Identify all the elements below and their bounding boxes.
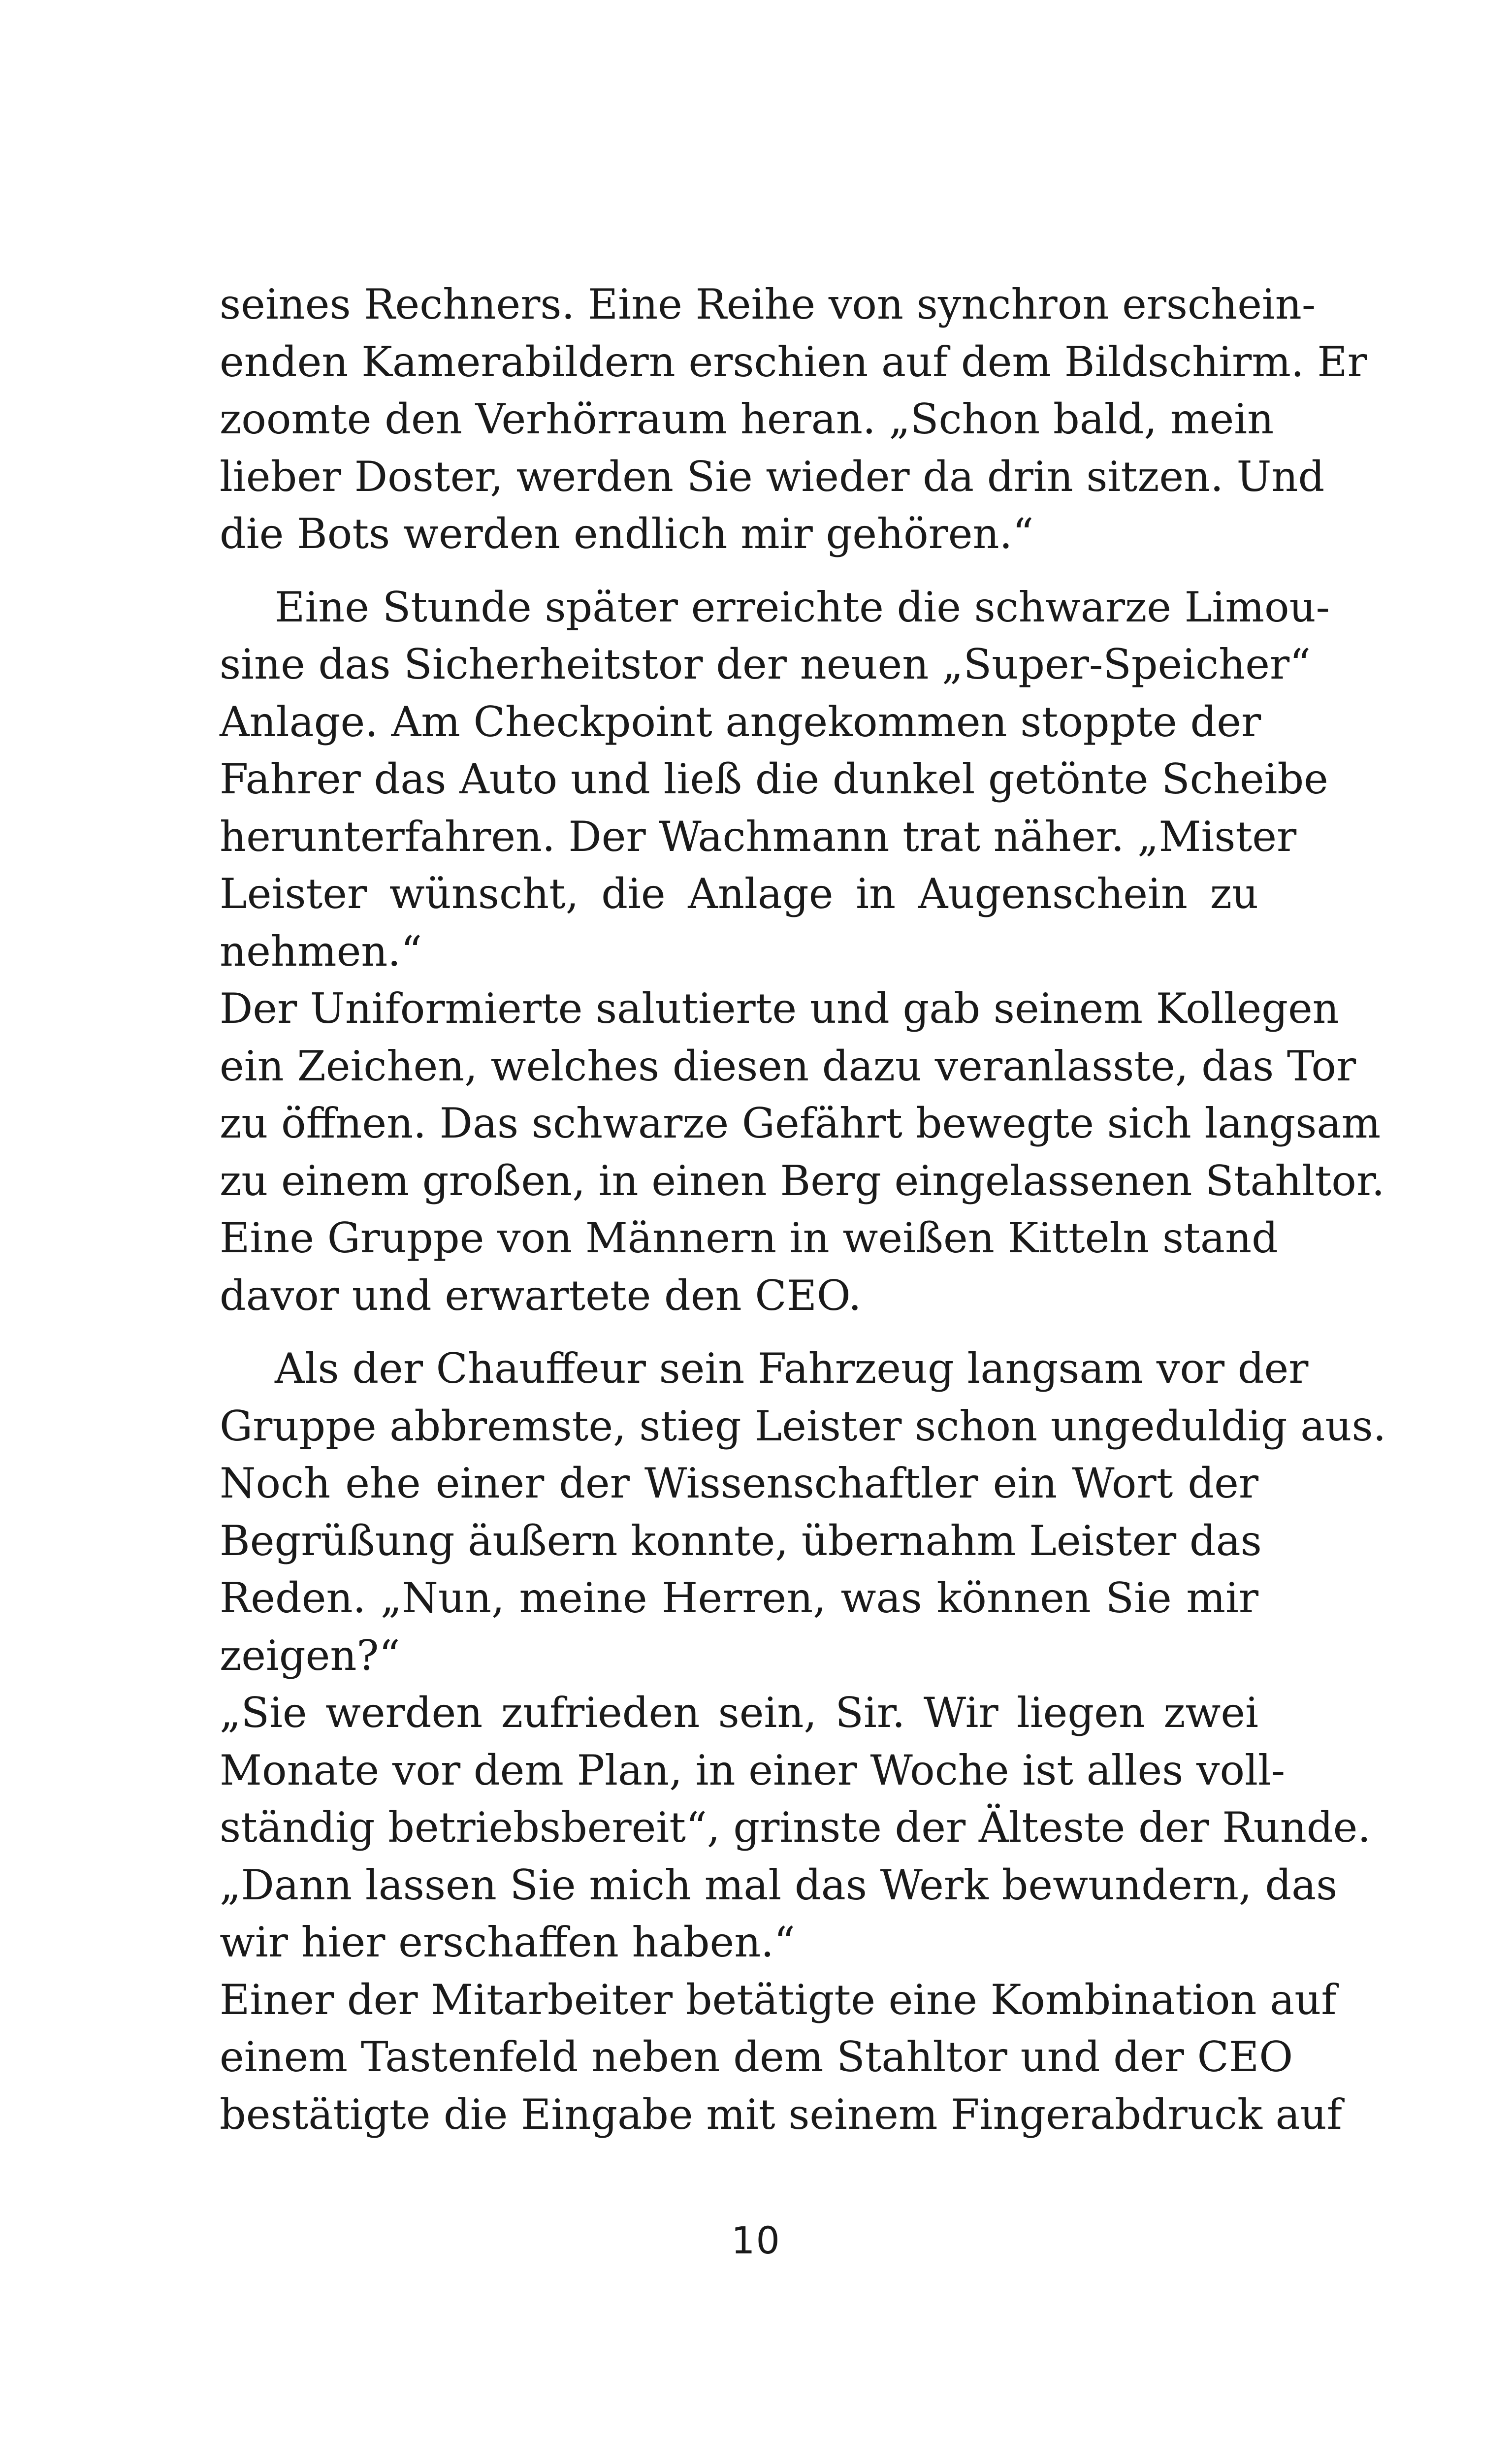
text-line: zeigen?“	[220, 1631, 400, 1680]
text-line: zoomte den Verhörraum heran. „Schon bald, mein	[220, 395, 1274, 443]
text-line: enden Kamerabildern erschien auf dem Bildschirm. Er	[220, 337, 1367, 386]
text-line: Eine Gruppe von Männern in weißen Kitteln stand	[220, 1214, 1278, 1262]
paragraph	[220, 1340, 1386, 2143]
text-line: ein Zeichen, welches diesen dazu veranlasste, das Tor	[220, 1042, 1356, 1090]
text-line: Einer der Mitarbeiter betätigte eine Kombination auf	[220, 1975, 1337, 2024]
text-line: „Dann lassen Sie mich mal das Werk bewundern, das	[220, 1860, 1338, 1909]
text-line: Begrüßung äußern konnte, übernahm Leister das	[220, 1516, 1262, 1565]
paragraph-gap	[220, 1324, 1258, 1340]
text-line: lieber Doster, werden Sie wieder da drin sitzen. Und	[220, 452, 1325, 501]
text-line: Gruppe abbremste, stieg Leister schon ungeduldig aus.	[220, 1401, 1386, 1450]
text-line: sine das Sicherheitstor der neuen „Super-Speicher“	[220, 640, 1311, 688]
text-line: Leister wünscht, die Anlage in Augenschein zu	[220, 870, 1258, 918]
text-line: „Sie werden zufrieden sein, Sir. Wir liegen zwei	[220, 1689, 1258, 1737]
body-text	[220, 276, 1386, 2143]
paragraph	[220, 579, 1385, 1325]
text-line: Eine Stunde später erreichte die schwarze Limou-	[275, 583, 1330, 631]
text-line: wir hier erschaffen haben.“	[220, 1918, 795, 1966]
text-line: die Bots werden endlich mir gehören.“	[220, 510, 1034, 558]
text-line: Als der Chauffeur sein Fahrzeug langsam vor der	[275, 1344, 1309, 1393]
text-line: Anlage. Am Checkpoint angekommen stoppte der	[220, 697, 1261, 746]
text-line: bestätigte die Eingabe mit seinem Fingerabdruck auf	[220, 2090, 1342, 2139]
text-line: ständig betriebsbereit“, grinste der Älteste der Runde.	[220, 1803, 1371, 1852]
text-line: Fahrer das Auto und ließ die dunkel getönte Scheibe	[220, 755, 1328, 803]
text-line: einem Tastenfeld neben dem Stahltor und der CEO	[220, 2033, 1293, 2081]
text-line: Noch ehe einer der Wissenschaftler ein Wort der	[220, 1459, 1258, 1507]
text-line: Der Uniformierte salutierte und gab seinem Kollegen	[220, 984, 1339, 1033]
text-line: davor und erwartete den CEO.	[220, 1271, 862, 1320]
paragraph	[220, 276, 1367, 563]
text-line: seines Rechners. Eine Reihe von synchron erschein-	[220, 280, 1316, 328]
text-line: herunterfahren. Der Wachmann trat näher. „Mister	[220, 812, 1297, 861]
text-line: zu öffnen. Das schwarze Gefährt bewegte sich langsam	[220, 1099, 1381, 1147]
paragraph-gap	[220, 563, 1258, 579]
text-line: zu einem großen, in einen Berg eingelassenen Stahltor.	[220, 1156, 1385, 1205]
text-line: Reden. „Nun, meine Herren, was können Sie mir	[220, 1574, 1258, 1622]
page-number: 10	[731, 2218, 781, 2262]
text-line: Monate vor dem Plan, in einer Woche ist alles voll-	[220, 1746, 1286, 1794]
text-line: nehmen.“	[220, 927, 422, 976]
